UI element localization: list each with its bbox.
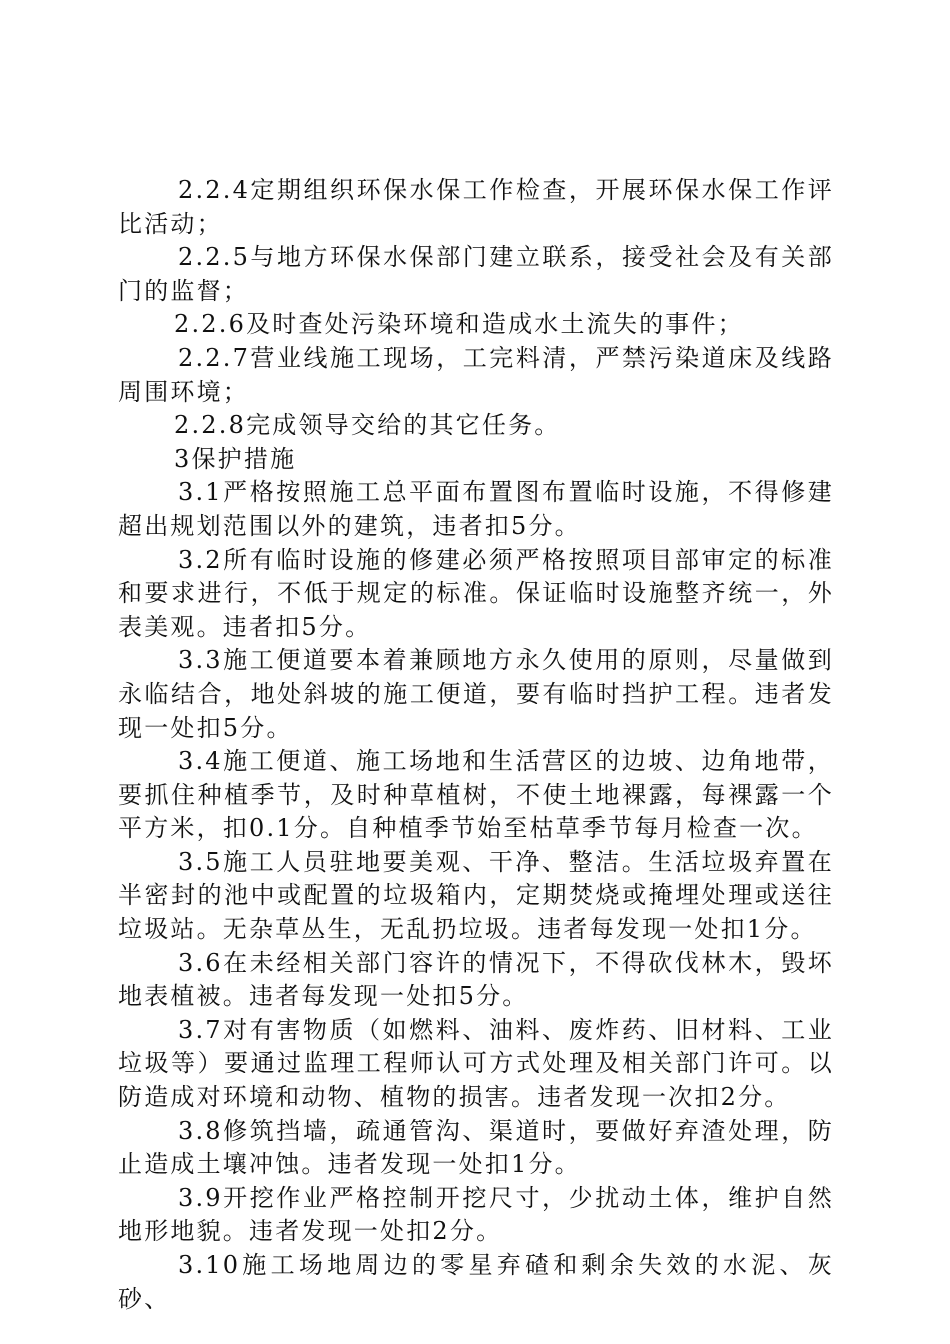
section-heading-protection-measures: 3保护措施 <box>174 444 297 473</box>
paragraph-2-2-8: 2.2.8完成领导交给的其它任务。 <box>174 411 561 440</box>
paragraph-2-2-7: 2.2.7营业线施工现场，工完料清，严禁污染道床及线路周围环境； <box>118 343 834 406</box>
paragraph-3-8: 3.8修筑挡墙，疏通管沟、渠道时，要做好弃渣处理，防止造成土壤冲蚀。违者发现一处扣1分。 <box>118 1116 834 1179</box>
paragraph-3-10: 3.10施工场地周边的零星弃碴和剩余失效的水泥、灰砂、 <box>118 1251 834 1313</box>
document-body <box>118 174 834 1316</box>
paragraph-3-7: 3.7对有害物质（如燃料、油料、废炸药、旧材料、工业垃圾等）要通过监理工程师认可方式处理及相关部门许可。以防造成对环境和动物、植物的损害。违者发现一次扣2分。 <box>118 1015 834 1112</box>
paragraph-3-9: 3.9开挖作业严格控制开挖尺寸，少扰动土体，维护自然地形地貌。违者发现一处扣2分。 <box>118 1183 834 1246</box>
paragraph-3-2: 3.2所有临时设施的修建必须严格按照项目部审定的标准和要求进行，不低于规定的标准。保证临时设施整齐统一，外表美观。违者扣5分。 <box>118 545 834 641</box>
paragraph-2-2-5: 2.2.5与地方环保水保部门建立联系，接受社会及有关部门的监督； <box>118 243 834 305</box>
paragraph-3-3: 3.3施工便道要本着兼顾地方永久使用的原则，尽量做到永临结合，地处斜坡的施工便道，要有临时挡护工程。违者发现一处扣5分。 <box>118 646 834 742</box>
paragraph-2-2-6: 2.2.6及时查处污染环境和造成水土流失的事件； <box>174 310 744 339</box>
paragraph-3-6: 3.6在未经相关部门容许的情况下，不得砍伐林木，毁坏地表植被。违者每发现一处扣5分。 <box>118 948 834 1011</box>
paragraph-2-2-4: 2.2.4定期组织环保水保工作检查，开展环保水保工作评比活动； <box>118 176 834 238</box>
paragraph-3-5: 3.5施工人员驻地要美观、干净、整洁。生活垃圾弃置在半密封的池中或配置的垃圾箱内，定期焚烧或掩埋处理或送往垃圾站。无杂草丛生，无乱扔垃圾。违者每发现一处扣1分。 <box>118 847 834 944</box>
paragraph-3-1: 3.1严格按照施工总平面布置图布置临时设施，不得修建超出规划范围以外的建筑，违者扣5分。 <box>118 478 834 540</box>
paragraph-3-4: 3.4施工便道、施工场地和生活营区的边坡、边角地带，要抓住种植季节，及时种草植树，不使土地裸露，每裸露一个平方米，扣0.1分。自种植季节始至枯草季节每月检查一次。 <box>118 747 834 843</box>
